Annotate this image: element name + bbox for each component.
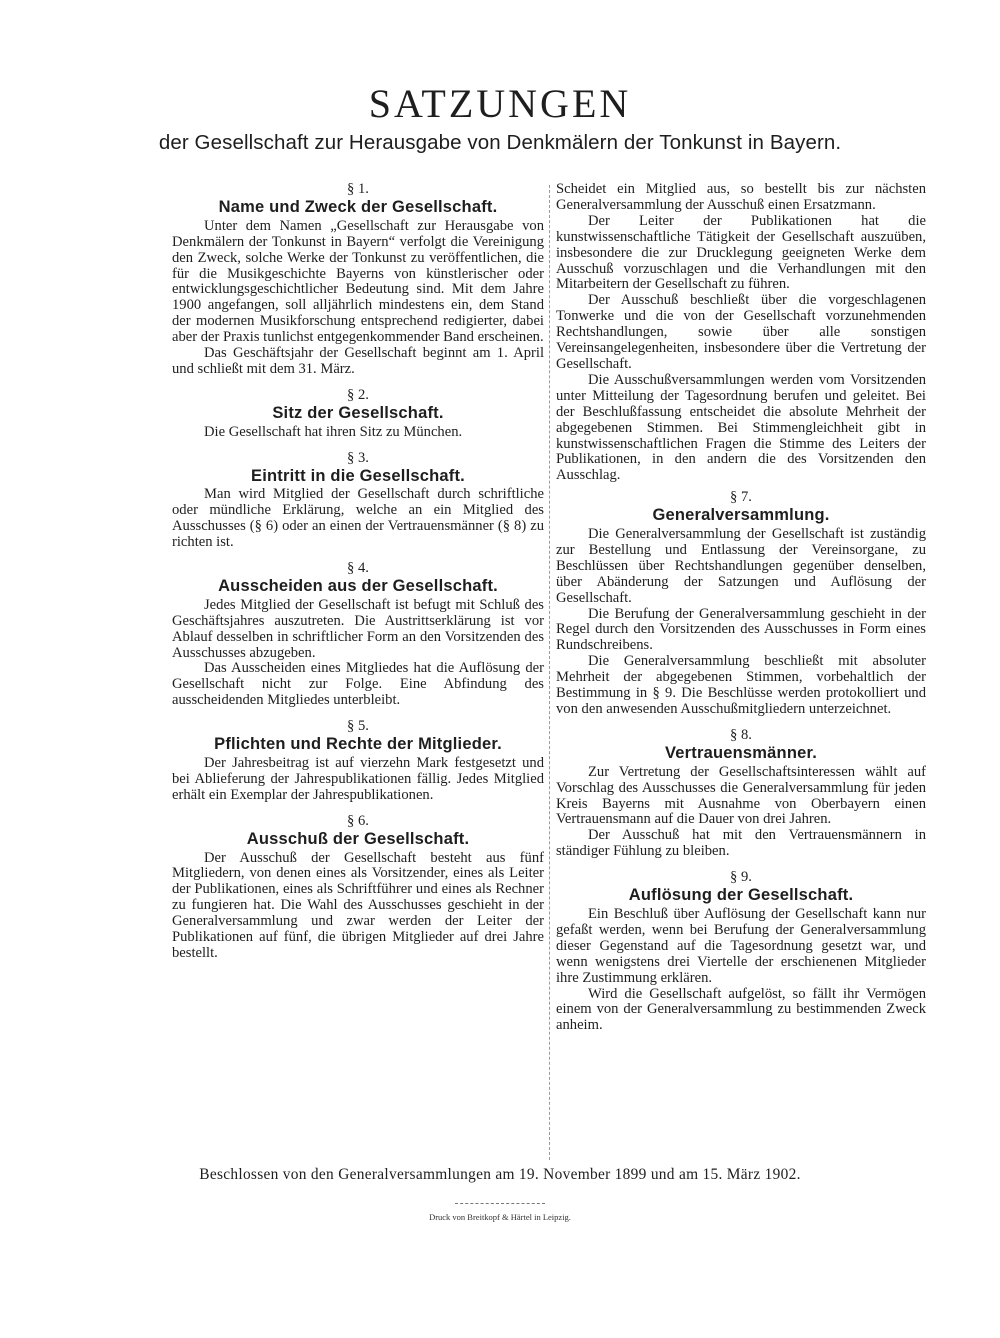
paragraph: Unter dem Namen „Gesellschaft zur Herausgabe von Denkmälern der Tonkunst in Bayern“ verfolgt die Vereinigung den Zweck, solche Werke der Tonkunst zu veröffentlichen, die für die Musikgeschichte Bayerns von künstlerischer oder entwicklungsgeschichtlicher Bedeutung sind. Mit dem Jahre 1900 angefangen, soll alljährlich mindestens ein, dem Stand der modernen Musikforschung entsprechend redigierter, dabei aber der Praxis tunlichst entgegenkommender Band erscheinen. <box>172 217 544 346</box>
paragraph: Scheidet ein Mitglied aus, so bestellt bis zur nächsten Generalversammlung der Ausschuß einen Ersatzmann. <box>556 181 926 213</box>
paragraph: Man wird Mitglied der Gesellschaft durch schriftliche oder mündliche Erklärung, welche an ein Mitglied des Ausschusses (§ 6) oder an einen der Vertrauensmänner (§ 8) zu richten ist. <box>172 486 544 551</box>
paragraph: Die Berufung der Generalversammlung geschieht in der Regel durch den Vorsitzenden des Ausschusses in Form eines Rundschreibens. <box>556 605 926 654</box>
section-4 <box>172 561 544 709</box>
section-6 <box>172 814 544 962</box>
section-heading: Sitz der Gesellschaft. <box>272 403 444 422</box>
paragraph: Die Generalversammlung beschließt mit absoluter Mehrheit der abgegebenen Stimmen, vorbehaltlich der Bestimmung in § 9. Die Beschlüsse werden protokolliert und von den anwesenden Ausschußmitgliedern unterzeichnet. <box>556 653 926 717</box>
section-heading: Ausschuß der Gesellschaft. <box>246 829 470 848</box>
document-title: SATZUNGEN <box>368 81 632 126</box>
column-divider <box>549 185 550 1160</box>
section-number: § 2. <box>347 386 369 403</box>
section-heading: Ausscheiden aus der Gesellschaft. <box>218 576 498 595</box>
section-number: § 6. <box>347 812 369 829</box>
paragraph: Jedes Mitglied der Gesellschaft ist befugt mit Schluß des Geschäftsjahres auszutreten. Die Austrittserklärung ist vor Ablauf desselben in schriftlicher Form an den Vorsitzenden des Ausschusses abzugeben. <box>172 596 544 661</box>
right-column <box>556 182 926 1034</box>
paragraph: Der Leiter der Publikationen hat die kunstwissenschaftliche Tätigkeit der Gesellschaft auszuüben, insbesondere die zur Drucklegung geeigneten Werke dem Ausschuß vorzuschlagen und die Verhandlungen mit den Mitarbeitern der Gesellschaft zu führen. <box>556 212 926 293</box>
section-heading: Auflösung der Gesellschaft. <box>628 886 854 905</box>
section-8 <box>556 728 926 860</box>
paragraph: Der Ausschuß beschließt über die vorgeschlagenen Tonwerke und die von der Gesellschaft vorzunehmenden Rechtshandlungen, sowie über alle sonstigen Vereinsangelegenheiten, insbesondere über die Vertretung der Gesellschaft. <box>556 292 926 372</box>
paragraph: Ein Beschluß über Auflösung der Gesellschaft kann nur gefaßt werden, wenn bei Berufung der Generalversammlung dieser Gegenstand auf die Tagesordnung gesetzt war, und wenn wenigstens drei Viertelle der erschienenen Mitglieder ihre Zustimmung erklären. <box>556 905 926 986</box>
left-column <box>172 182 544 962</box>
document-subtitle: der Gesellschaft zur Herausgabe von Denkmälern der Tonkunst in Bayern. <box>158 131 842 154</box>
section-number: § 5. <box>347 718 369 735</box>
section-1 <box>172 182 544 378</box>
section-2 <box>172 388 544 441</box>
section-number: § 8. <box>730 726 752 743</box>
paragraph: Wird die Gesellschaft aufgelöst, so fällt ihr Vermögen einem von der Generalversammlung zu bestimmenden Zweck anheim. <box>556 985 926 1034</box>
paragraph: Der Jahresbeitrag ist auf vierzehn Mark festgesetzt und bei Ablieferung der Jahrespublikationen fällig. Jedes Mitglied erhält ein Exemplar der Jahrespublikationen. <box>172 755 544 803</box>
printer-imprint: Druck von Breitkopf & Härtel in Leipzig. <box>429 1212 571 1222</box>
section-number: § 7. <box>730 489 752 506</box>
printer-divider <box>455 1203 545 1204</box>
paragraph: Der Ausschuß hat mit den Vertrauensmännern in ständiger Fühlung zu bleiben. <box>556 827 926 860</box>
paragraph: Zur Vertretung der Gesellschaftsinteressen wählt auf Vorschlag des Ausschusses die Generalversammlung für jeden Kreis Bayerns mit Ausnahme von Oberbayern einen Vertrauensmann auf die Dauer von drei Jahren. <box>556 763 926 828</box>
section-6-continued <box>556 182 926 484</box>
section-5 <box>172 719 544 804</box>
section-heading: Generalversammlung. <box>652 506 830 525</box>
closing-statement: Beschlossen von den Generalversammlungen am 19. November 1899 und am 15. März 1902. <box>199 1166 801 1183</box>
paragraph: Die Generalversammlung der Gesellschaft ist zuständig zur Bestellung und Entlassung der Vereinsorgane, zu Beschlüssen über Rechtshandlungen gegenüber denselben, über Abänderung der Satzungen und Auflösung der Gesellschaft. <box>556 526 926 606</box>
paragraph: Das Ausscheiden eines Mitgliedes hat die Auflösung der Gesellschaft nicht zur Folge. Eine Abfindung des ausscheidenden Mitgliedes unterbleibt. <box>172 660 544 709</box>
section-number: § 4. <box>347 560 369 577</box>
section-heading: Eintritt in die Gesellschaft. <box>251 466 465 485</box>
section-number: § 1. <box>347 181 369 197</box>
section-9 <box>556 870 926 1034</box>
section-heading: Name und Zweck der Gesellschaft. <box>218 197 498 216</box>
paragraph: Die Gesellschaft hat ihren Sitz zu München. <box>204 423 463 440</box>
section-3 <box>172 451 544 551</box>
section-number: § 3. <box>347 449 369 466</box>
paragraph: Der Ausschuß der Gesellschaft besteht aus fünf Mitgliedern, von denen eines als Vorsitzender, eines als Leiter der Publikationen, eines als Schriftführer und eines als Rechner zu fungieren hat. Die Wahl des Ausschusses geschieht in der Generalversammlung und zwar werden der Leiter der Publikationen auf fünf, die übrigen Mitglieder auf drei Jahre bestellt. <box>172 849 544 961</box>
section-number: § 9. <box>730 869 752 886</box>
paragraph: Die Ausschußversammlungen werden vom Vorsitzenden unter Mitteilung der Tagesordnung berufen und geleitet. Bei der Beschlußfassung entscheidet die absolute Mehrheit der abgegebenen Stimmen. Bei Stimmengleichheit gibt in kunstwissenschaftlichen Fragen die Stimme des Leiters der Publikationen, in den andern die des Vorsitzenden den Ausschlag. <box>556 371 926 484</box>
section-7 <box>556 490 926 718</box>
section-heading: Vertrauensmänner. <box>665 743 817 762</box>
section-heading: Pflichten und Rechte der Mitglieder. <box>214 735 502 754</box>
paragraph: Das Geschäftsjahr der Gesellschaft beginnt am 1. April und schließt mit dem 31. März. <box>172 345 544 377</box>
